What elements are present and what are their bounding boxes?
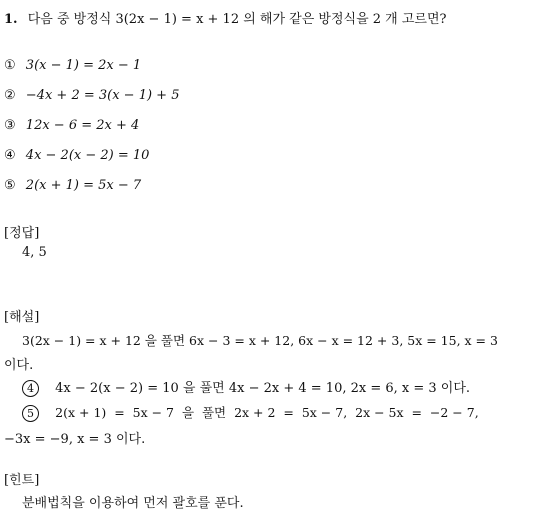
option-marker: ⑤ <box>4 178 16 193</box>
option-text: 12x − 6 = 2x + 4 <box>25 118 140 133</box>
option-marker: ④ <box>4 148 16 163</box>
item4-text: 4x − 2(x − 2) = 10 을 풀면 4x − 2x + 4 = 10, 2x = 6, x = 3 이다. <box>55 381 471 396</box>
answer-label: [정답] <box>4 226 40 241</box>
option-2 <box>4 88 179 103</box>
option-text: 4x − 2(x − 2) = 10 <box>25 148 150 163</box>
hint-label: [힌트] <box>4 473 40 488</box>
option-4 <box>4 148 149 163</box>
option-marker: ③ <box>4 118 16 133</box>
option-5 <box>4 178 141 193</box>
explanation-item4 <box>22 377 470 397</box>
option-marker: ① <box>4 58 16 73</box>
question-number: 1. <box>4 12 18 27</box>
hint-text: 분배법칙을 이용하여 먼저 괄호를 푼다. <box>22 496 244 511</box>
option-text: 2(x + 1) = 5x − 7 <box>25 178 142 193</box>
explanation-item5-cont: −3x = −9, x = 3 이다. <box>4 432 146 447</box>
explanation-line1 <box>22 331 498 349</box>
item5-marker: 5 <box>22 405 39 422</box>
answer-value: 4, 5 <box>22 245 47 260</box>
option-text: 3(x − 1) = 2x − 1 <box>25 58 142 73</box>
option-1 <box>4 58 141 73</box>
explanation-item5 <box>22 403 479 422</box>
option-marker: ② <box>4 88 16 103</box>
explanation-label: [해설] <box>4 310 40 325</box>
explanation-line1-text: 3(2x − 1) = x + 12 을 풀면 6x − 3 = x + 12, 6x − x = 12 + 3, 5x = 15, x = 3 <box>22 333 498 348</box>
question-text: 다음 중 방정식 3(2x − 1) = x + 12 의 해가 같은 방정식을 2 개 고르면? <box>27 12 447 27</box>
option-text: −4x + 2 = 3(x − 1) + 5 <box>25 88 180 103</box>
question-line <box>4 8 447 27</box>
item4-marker: 4 <box>22 380 39 397</box>
option-3 <box>4 118 139 133</box>
item5-text: 2(x + 1) = 5x − 7 을 풀면 2x + 2 = 5x − 7, 2x − 5x = −2 − 7, <box>55 405 479 420</box>
explanation-line1-cont: 이다. <box>4 358 34 373</box>
